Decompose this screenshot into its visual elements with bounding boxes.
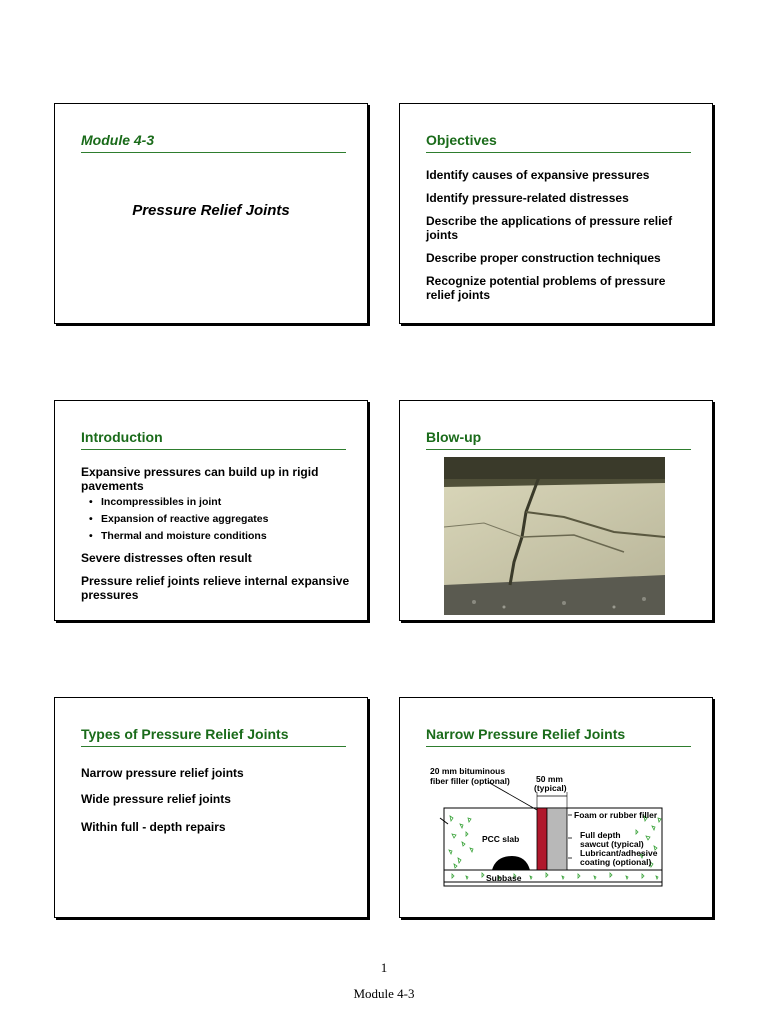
list-item: Describe proper construction techniques bbox=[426, 251, 661, 265]
list-item: Wide pressure relief joints bbox=[81, 792, 231, 806]
slide-heading: Objectives bbox=[426, 132, 691, 153]
subbase-label: Subbase bbox=[486, 873, 522, 883]
list-item: Within full - depth repairs bbox=[81, 820, 226, 834]
bullet-icon: • bbox=[89, 530, 93, 542]
list-item: Identify causes of expansive pressures bbox=[426, 168, 650, 182]
sawcut-label: Full depth bbox=[580, 830, 621, 840]
lubricant-label: coating (optional) bbox=[580, 857, 652, 867]
filler-label: fiber filler (optional) bbox=[430, 776, 510, 786]
slide-narrow-joints bbox=[399, 697, 713, 918]
slide-blow-up bbox=[399, 400, 713, 621]
foam-label: Foam or rubber filler bbox=[574, 810, 658, 820]
slide-main-title: Pressure Relief Joints bbox=[132, 202, 290, 219]
sub-item: • Expansion of reactive aggregates bbox=[89, 513, 269, 525]
subbase-layer bbox=[444, 870, 662, 886]
bullet-icon: • bbox=[89, 496, 93, 508]
slide-title bbox=[54, 103, 368, 324]
slide-types bbox=[54, 697, 368, 918]
list-item: Recognize potential problems of pressure relief joints bbox=[426, 274, 666, 302]
slide-heading: Narrow Pressure Relief Joints bbox=[426, 726, 691, 747]
slide-heading: Types of Pressure Relief Joints bbox=[81, 726, 346, 747]
slide-heading: Introduction bbox=[81, 429, 346, 450]
page-number: 1 bbox=[380, 960, 388, 975]
sub-item: • Thermal and moisture conditions bbox=[89, 530, 267, 542]
foam-filler bbox=[547, 808, 567, 870]
lubricant-label: Lubricant/adhesive bbox=[580, 848, 658, 858]
sawcut-label: sawcut (typical) bbox=[580, 839, 644, 849]
list-item: Narrow pressure relief joints bbox=[81, 766, 244, 780]
page-footer-module: Module 4-3 bbox=[353, 986, 415, 1001]
slide-introduction bbox=[54, 400, 368, 621]
types-list bbox=[81, 766, 351, 843]
objectives-list bbox=[426, 168, 696, 311]
joint-diagram bbox=[400, 698, 712, 917]
list-item: Expansive pressures can build up in rigid pavements bbox=[81, 465, 319, 493]
pcc-slab-label: PCC slab bbox=[482, 834, 520, 844]
list-item: Pressure relief joints relieve internal expansive pressures bbox=[81, 574, 350, 602]
list-item: Identify pressure-related distresses bbox=[426, 191, 629, 205]
blow-up-photo bbox=[444, 457, 665, 615]
bituminous-filler bbox=[537, 808, 547, 870]
width-label: (typical) bbox=[534, 783, 567, 793]
bullet-icon: • bbox=[89, 513, 93, 525]
list-item: Describe the applications of pressure relief joints bbox=[426, 214, 673, 242]
width-label: 50 mm bbox=[536, 774, 563, 784]
filler-label: 20 mm bituminous bbox=[430, 766, 506, 776]
sub-item: • Incompressibles in joint bbox=[89, 496, 222, 508]
slide-heading: Blow-up bbox=[426, 429, 691, 450]
introduction-list bbox=[81, 465, 351, 611]
module-header: Module 4-3 bbox=[81, 132, 346, 153]
list-item: Severe distresses often result bbox=[81, 551, 252, 565]
slide-objectives bbox=[399, 103, 713, 324]
